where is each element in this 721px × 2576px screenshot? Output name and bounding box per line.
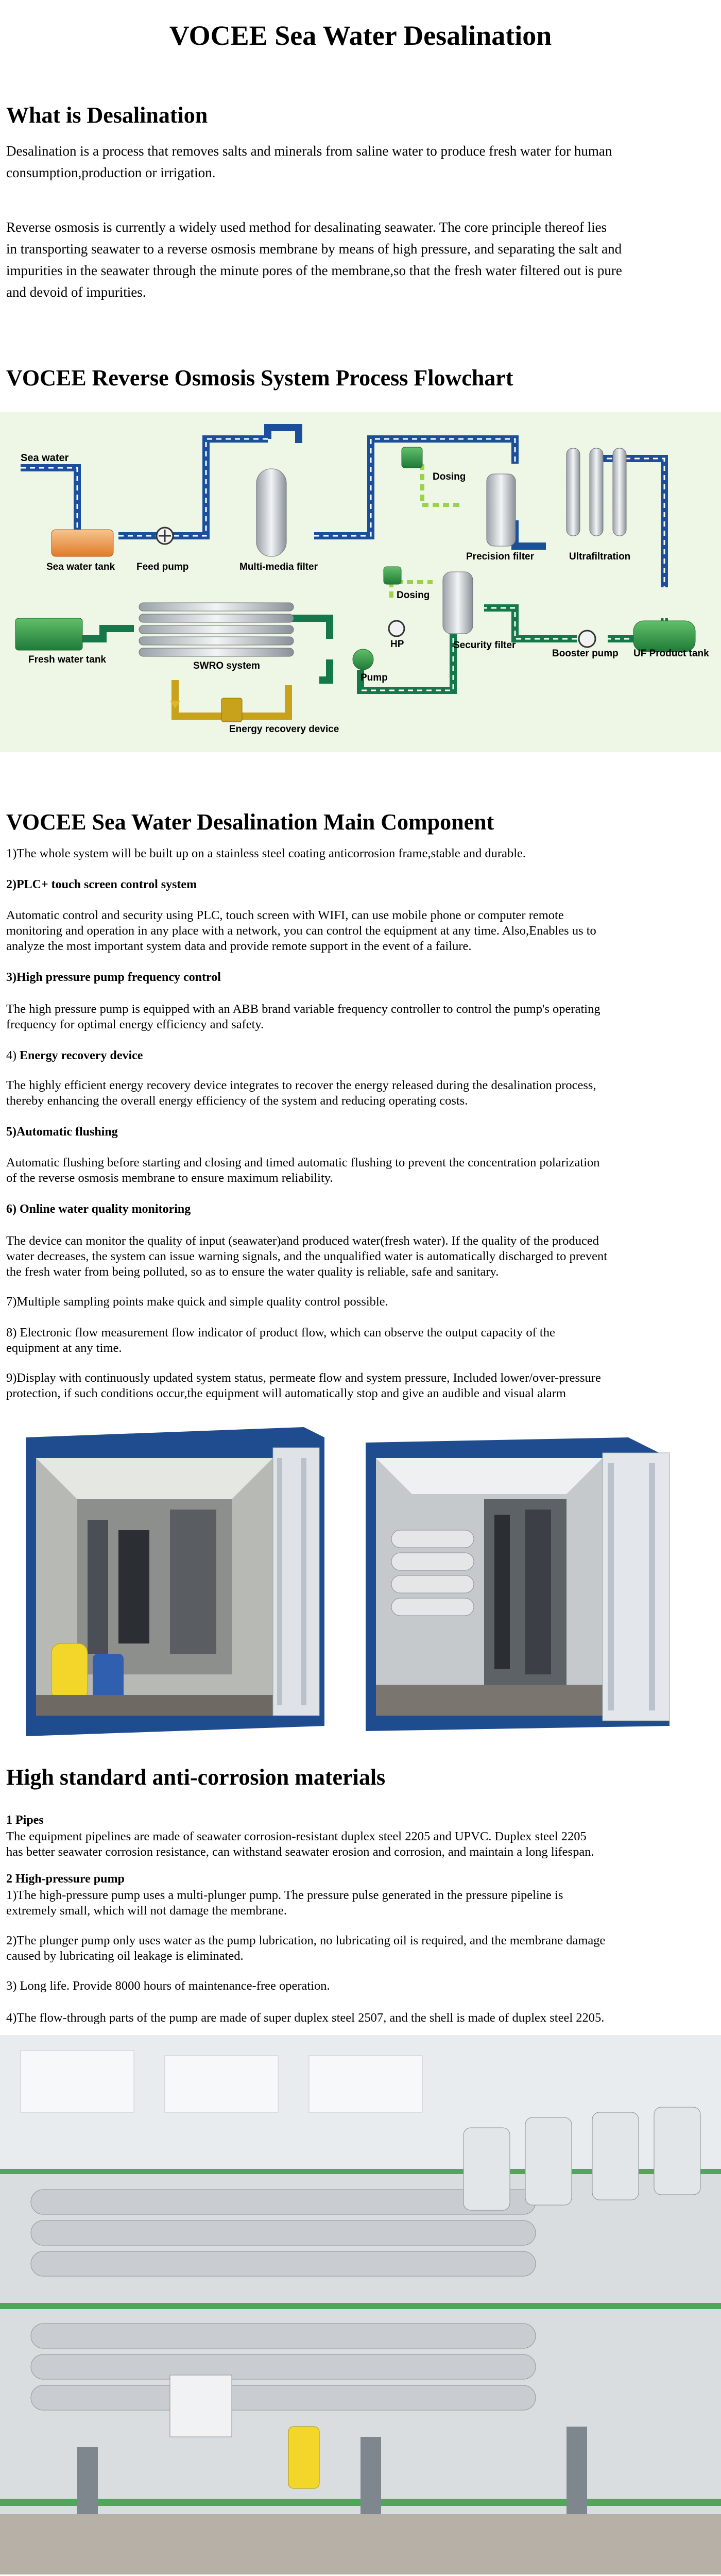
text-line: The highly efficient energy recovery device integrates to recover the energy released during the desalination process,	[6, 1078, 596, 1092]
precision-filter-icon	[487, 474, 516, 546]
label-swro-system: SWRO system	[193, 660, 260, 671]
label-energy-recovery-device: Energy recovery device	[229, 724, 339, 735]
plant-photo	[0, 2035, 721, 2574]
label-ultrafiltration: Ultrafiltration	[569, 551, 631, 562]
text-line: The high pressure pump is equipped with an ABB brand variable frequency controller to control the pump's operating	[6, 1002, 600, 1016]
text-line: frequency for optimal energy efficiency and safety.	[6, 1018, 264, 1031]
component-3-title: 3)High pressure pump frequency control	[6, 971, 221, 984]
component-2-title: 2)PLC+ touch screen control system	[6, 878, 197, 891]
fresh-water-tank-icon	[15, 618, 82, 650]
label-multimedia-filter: Multi-media filter	[239, 562, 318, 572]
component-2-text	[6, 908, 715, 954]
label-fresh-water-tank: Fresh water tank	[28, 654, 106, 665]
container-photo-right	[360, 1437, 690, 1736]
container-photo-left	[15, 1427, 335, 1736]
security-filter-icon	[443, 572, 473, 634]
dosing-tank-icon	[402, 447, 422, 468]
pipes-text	[6, 1829, 715, 1860]
uf-product-tank-icon	[633, 621, 695, 652]
text-line: Reverse osmosis is currently a widely used method for desalinating seawater. The core principle thereof lies	[6, 219, 607, 235]
process-flowchart	[0, 412, 721, 752]
high-pressure-pump-point-2	[6, 1933, 715, 1964]
component-9	[6, 1370, 715, 1401]
high-pressure-pump-point-3: 3) Long life. Provide 8000 hours of maintenance-free operation.	[6, 1979, 330, 1993]
container-image	[360, 1437, 690, 1736]
text-line: equipment at any time.	[6, 1341, 122, 1355]
text-line: caused by lubricating oil leakage is eliminated.	[6, 1949, 244, 1963]
text-line: Automatic control and security using PLC, touch screen with WIFI, can use mobile phone or computer remote	[6, 908, 564, 922]
dosing-line	[412, 464, 464, 505]
booster-pump-icon	[579, 631, 595, 647]
text-line: 9)Display with continuously updated system status, permeate flow and system pressure, Included lower/over-pressure	[6, 1371, 601, 1385]
text-line: consumption,production or irrigation.	[6, 165, 216, 180]
component-5-title: 5)Automatic flushing	[6, 1125, 118, 1139]
text-line: 8) Electronic flow measurement flow indicator of product flow, which can observe the output capacity of the	[6, 1326, 555, 1340]
label-sea-water-tank: Sea water tank	[46, 562, 115, 572]
label-dosing-2: Dosing	[397, 590, 430, 601]
label-precision-filter: Precision filter	[466, 551, 534, 562]
label-dosing: Dosing	[433, 471, 466, 482]
text-line: water decreases, the system can issue warning signals, and the unqualified water is automatically discharged to prevent	[6, 1249, 608, 1263]
component-4-text	[6, 1078, 715, 1109]
text-line: in transporting seawater to a reverse osmosis membrane by means of high pressure, and separating the salt and	[6, 241, 622, 257]
desalination-heading: What is Desalination	[6, 103, 208, 128]
components-heading: VOCEE Sea Water Desalination Main Component	[6, 809, 494, 835]
materials-heading: High standard anti-corrosion materials	[6, 1765, 386, 1790]
label-booster-pump: Booster pump	[552, 648, 619, 659]
text-line: 2)The plunger pump only uses water as the pump lubrication, no lubricating oil is required, and the membrane damage	[6, 1934, 606, 1947]
text-line: extremely small, which will not damage the membrane.	[6, 1904, 287, 1918]
component-5-text	[6, 1155, 715, 1186]
plant-image	[0, 2035, 721, 2574]
component-4-name: Energy recovery device	[20, 1049, 143, 1062]
reverse-osmosis-paragraph	[6, 216, 712, 303]
text-line: 1)The high-pressure pump uses a multi-plunger pump. The pressure pulse generated in the pressure pipeline is	[6, 1888, 563, 1902]
text-line: has better seawater corrosion resistance, can withstand seawater erosion and corrosion, and maintain a long lifespan.	[6, 1845, 594, 1859]
text-line: and devoid of impurities.	[6, 284, 146, 300]
label-uf-product-tank: UF Product tank	[633, 648, 709, 659]
high-pressure-pump-point-4: 4)The flow-through parts of the pump are made of super duplex steel 2507, and the shell is made of duplex steel 2205.	[6, 2011, 605, 2025]
text-line: protection, if such conditions occur,the equipment will automatically stop and give an audible and visual alarm	[6, 1386, 566, 1400]
text-line: monitoring and operation in any place with a network, you can control the equipment at any time. Also,Enables us to	[6, 924, 596, 938]
component-4-title	[6, 1049, 143, 1063]
component-1: 1)The whole system will be built up on a stainless steel coating anticorrosion frame,stable and durable.	[6, 846, 526, 860]
high-pressure-pump-title: 2 High-pressure pump	[6, 1872, 125, 1886]
text-line: the fresh water from being polluted, so as to ensure the water quality is reliable, safe and sanitary.	[6, 1265, 499, 1279]
label-pump: Pump	[360, 672, 388, 683]
text-line: impurities in the seawater through the minute pores of the membrane,so that the fresh water filtered out is pure	[6, 263, 622, 278]
flowchart-diagram	[0, 412, 721, 752]
high-pressure-pump-point-1	[6, 1888, 715, 1919]
label-sea-water: Sea water	[21, 452, 69, 464]
text-line: thereby enhancing the overall energy efficiency of the system and reducing operating costs.	[6, 1094, 468, 1108]
hp-pump-icon	[389, 621, 404, 636]
desalination-definition	[6, 140, 712, 183]
multimedia-filter-icon	[256, 469, 286, 556]
text-line: The equipment pipelines are made of seawater corrosion-resistant duplex steel 2205 and UPVC. Duplex steel 2205	[6, 1829, 587, 1843]
sea-water-tank-icon	[52, 530, 113, 556]
text-line: of the reverse osmosis membrane to ensure maximum reliability.	[6, 1171, 333, 1185]
component-3-text	[6, 1002, 715, 1032]
label-hp: HP	[390, 639, 404, 650]
text-line: Desalination is a process that removes salts and minerals from saline water to produce fresh water for human	[6, 143, 612, 159]
label-security-filter: Security filter	[453, 640, 516, 651]
container-image	[15, 1427, 335, 1736]
text-line: The device can monitor the quality of input (seawater)and produced water(fresh water). If the quality of the produced	[6, 1234, 599, 1248]
page-title: VOCEE Sea Water Desalination	[169, 20, 552, 51]
swro-system-icon	[139, 603, 294, 656]
text-line: analyze the most important system data and provide remote support in the event of a failure.	[6, 939, 472, 953]
pipes-title: 1 Pipes	[6, 1814, 44, 1827]
component-7: 7)Multiple sampling points make quick and simple quality control possible.	[6, 1295, 388, 1309]
component-8	[6, 1325, 715, 1356]
component-6-text	[6, 1233, 715, 1280]
text-line: Automatic flushing before starting and closing and timed automatic flushing to prevent the concentration polarization	[6, 1156, 600, 1170]
component-4-number: 4)	[6, 1049, 16, 1062]
component-6-title: 6) Online water quality monitoring	[6, 1202, 191, 1216]
pump-icon	[353, 649, 373, 670]
ultrafiltration-icon	[566, 448, 626, 536]
label-feed-pump: Feed pump	[136, 562, 189, 572]
flowchart-heading: VOCEE Reverse Osmosis System Process Flowchart	[6, 365, 513, 391]
energy-recovery-icon	[221, 698, 242, 722]
